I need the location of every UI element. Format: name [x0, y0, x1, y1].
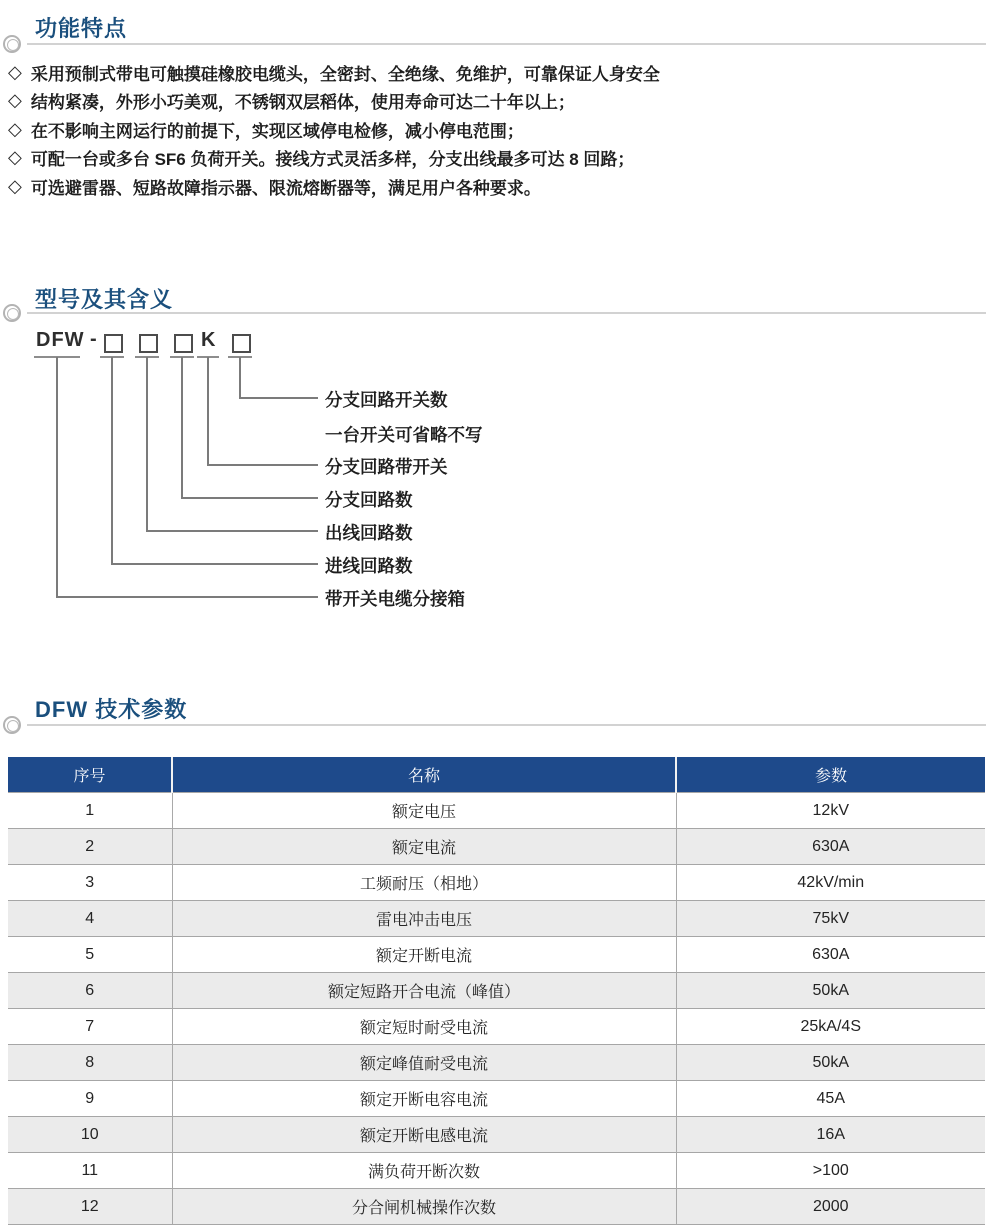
cell-value: 630A: [676, 829, 985, 865]
connector-line: [111, 563, 318, 565]
section-divider: [27, 43, 986, 45]
model-k-mark: K: [201, 329, 217, 351]
column-header-index: 序号: [8, 757, 172, 793]
feature-text: 可选避雷器、短路故障指示器、限流熔断器等，满足用户各种要求。: [30, 178, 541, 198]
feature-text: 可配一台或多台 SF6 负荷开关。接线方式灵活多样，分支出线最多可达 8 回路；: [30, 150, 635, 170]
section-ring-icon: [3, 35, 21, 53]
cell-value: 45A: [676, 1081, 985, 1117]
table-row: [8, 1189, 985, 1225]
cell-value: >100: [676, 1153, 985, 1189]
feature-text: 结构紧凑，外形小巧美观，不锈钢双层稻体，使用寿命可达二十年以上；: [30, 93, 575, 113]
connector-line: [111, 357, 113, 565]
model-dash: -: [90, 328, 98, 350]
connector-line: [239, 397, 318, 399]
cell-index: 3: [8, 865, 172, 901]
diamond-bullet-icon: ◇: [8, 175, 22, 196]
diamond-bullet-icon: ◇: [8, 147, 22, 168]
column-header-name: 名称: [172, 757, 676, 793]
features-section-title: 功能特点: [35, 16, 128, 41]
feature-text: 在不影响主网运行的前提下，实现区域停电检修，减小停电范围；: [30, 121, 524, 141]
cell-name: 额定短路开合电流（峰值）: [172, 973, 676, 1009]
model-placeholder-box: [232, 334, 251, 353]
connector-line: [207, 464, 318, 466]
connector-line: [146, 357, 148, 532]
table-row: [8, 829, 985, 865]
feature-item: [8, 87, 988, 116]
diagram-label: 进线回路数: [325, 556, 413, 576]
cell-index: 7: [8, 1009, 172, 1045]
table-row: [8, 973, 985, 1009]
connector-line: [56, 596, 318, 598]
cell-index: 11: [8, 1153, 172, 1189]
cell-value: 25kA/4S: [676, 1009, 985, 1045]
cell-index: 5: [8, 937, 172, 973]
model-prefix: DFW: [36, 329, 85, 351]
diamond-bullet-icon: ◇: [8, 118, 22, 139]
table-row: [8, 1117, 985, 1153]
cell-value: 2000: [676, 1189, 985, 1225]
section-ring-icon: [3, 304, 21, 322]
model-section-title: 型号及其含义: [35, 287, 174, 312]
diamond-bullet-icon: ◇: [8, 61, 22, 82]
cell-name: 工频耐压（相地）: [172, 865, 676, 901]
table-row: [8, 1009, 985, 1045]
cell-value: 75kV: [676, 901, 985, 937]
cell-name: 满负荷开断次数: [172, 1153, 676, 1189]
cell-index: 4: [8, 901, 172, 937]
cell-index: 12: [8, 1189, 172, 1225]
table-header-row: [8, 757, 985, 793]
cell-name: 分合闸机械操作次数: [172, 1189, 676, 1225]
cell-name: 额定电流: [172, 829, 676, 865]
model-placeholder-box: [139, 334, 158, 353]
cell-name: 额定短时耐受电流: [172, 1009, 676, 1045]
table-row: [8, 1081, 985, 1117]
cell-name: 额定开断电容电流: [172, 1081, 676, 1117]
diagram-label: 出线回路数: [325, 523, 413, 543]
cell-value: 50kA: [676, 1045, 985, 1081]
cell-name: 额定开断电流: [172, 937, 676, 973]
technical-parameters-table: [8, 757, 985, 1225]
cell-value: 16A: [676, 1117, 985, 1153]
connector-line: [181, 497, 318, 499]
model-placeholder-box: [174, 334, 193, 353]
table-row: [8, 937, 985, 973]
feature-text: 采用预制式带电可触摸硅橡胶电缆头，全密封、全绝缘、免维护，可靠保证人身安全: [30, 64, 660, 84]
features-list: [8, 58, 988, 201]
diagram-label: 带开关电缆分接箱: [325, 589, 465, 609]
cell-index: 1: [8, 793, 172, 829]
connector-line: [181, 357, 183, 499]
cell-value: 42kV/min: [676, 865, 985, 901]
feature-item: [8, 115, 988, 144]
connector-line: [56, 357, 58, 598]
cell-value: 50kA: [676, 973, 985, 1009]
cell-name: 额定开断电感电流: [172, 1117, 676, 1153]
cell-name: 额定电压: [172, 793, 676, 829]
connector-line: [146, 530, 318, 532]
diagram-label: 分支回路带开关: [325, 457, 448, 477]
model-designation-diagram: [0, 325, 1000, 620]
table-row: [8, 1045, 985, 1081]
table-row: [8, 1153, 985, 1189]
cell-index: 2: [8, 829, 172, 865]
section-ring-icon: [3, 716, 21, 734]
cell-index: 8: [8, 1045, 172, 1081]
feature-item: [8, 58, 988, 87]
column-header-value: 参数: [676, 757, 985, 793]
cell-value: 12kV: [676, 793, 985, 829]
connector-line: [239, 357, 241, 399]
cell-value: 630A: [676, 937, 985, 973]
connector-line: [207, 357, 209, 466]
section-divider: [27, 724, 986, 726]
diagram-label: 一台开关可省略不写: [325, 425, 483, 445]
feature-item: [8, 172, 988, 201]
params-section-title: DFW 技术参数: [35, 697, 188, 722]
diagram-label: 分支回路数: [325, 490, 413, 510]
section-divider: [27, 312, 986, 314]
table-row: [8, 865, 985, 901]
table-row: [8, 793, 985, 829]
model-placeholder-box: [104, 334, 123, 353]
cell-name: 雷电冲击电压: [172, 901, 676, 937]
diamond-bullet-icon: ◇: [8, 90, 22, 111]
cell-index: 9: [8, 1081, 172, 1117]
table-row: [8, 901, 985, 937]
diagram-label: 分支回路开关数: [325, 390, 448, 410]
cell-name: 额定峰值耐受电流: [172, 1045, 676, 1081]
cell-index: 6: [8, 973, 172, 1009]
cell-index: 10: [8, 1117, 172, 1153]
feature-item: [8, 144, 988, 173]
